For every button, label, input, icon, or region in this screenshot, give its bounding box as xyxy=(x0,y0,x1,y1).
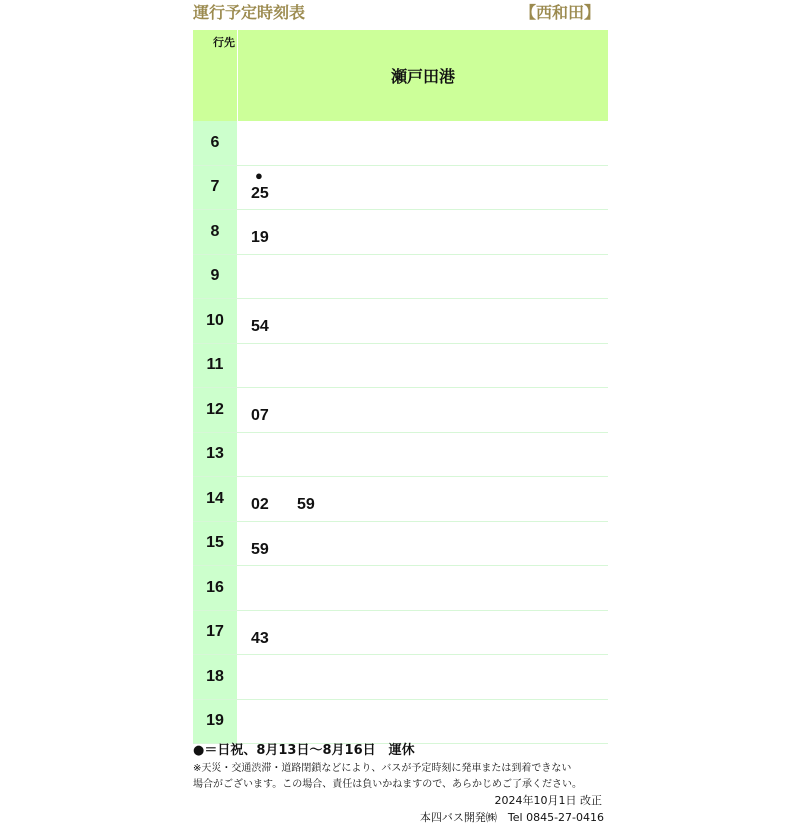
minutes-cell xyxy=(238,121,608,165)
hour-cell: 19 xyxy=(193,700,237,744)
departure-minute xyxy=(251,167,297,203)
hour-cell: 8 xyxy=(193,210,237,254)
table-row xyxy=(193,700,608,745)
table-row xyxy=(193,121,608,166)
hour-cell: 10 xyxy=(193,299,237,343)
hour-cell: 17 xyxy=(193,611,237,655)
minutes-cell xyxy=(238,388,608,432)
notice xyxy=(193,761,608,793)
departure-minute xyxy=(251,630,297,648)
table-row xyxy=(193,566,608,611)
table-row xyxy=(193,477,608,522)
table-row xyxy=(193,255,608,300)
minutes-cell xyxy=(238,433,608,477)
minute-value: 59 xyxy=(251,540,269,558)
table-row xyxy=(193,611,608,656)
minutes-cell xyxy=(238,477,608,521)
hour-cell: 6 xyxy=(193,121,237,165)
departure-minute xyxy=(251,541,297,559)
table-row xyxy=(193,299,608,344)
hour-cell: 13 xyxy=(193,433,237,477)
hour-column-header xyxy=(193,30,237,121)
timetable-head xyxy=(193,30,608,121)
minute-value: 59 xyxy=(297,496,315,513)
revision-date: 2024年10月1日 改正 xyxy=(494,794,602,807)
table-row xyxy=(193,388,608,433)
hour-cell: 14 xyxy=(193,477,237,521)
minutes-cell xyxy=(238,299,608,343)
departure-minute xyxy=(251,229,297,247)
timetable xyxy=(193,30,608,744)
minute-value: 54 xyxy=(251,318,269,335)
minute-value: 07 xyxy=(251,407,269,424)
hour-cell: 7 xyxy=(193,166,237,210)
minutes-cell xyxy=(238,344,608,388)
company-contact: 本四バス開発㈱ Tel 0845-27-0416 xyxy=(419,811,604,824)
table-row xyxy=(193,655,608,700)
departure-minute xyxy=(251,496,297,514)
hour-cell: 9 xyxy=(193,255,237,299)
table-row xyxy=(193,166,608,211)
minute-value: 19 xyxy=(251,229,269,246)
minutes-cell xyxy=(238,611,608,655)
minute-value: 02 xyxy=(251,496,269,513)
station-name: 【西和田】 xyxy=(519,3,600,22)
hour-cell: 18 xyxy=(193,655,237,699)
minutes-cell xyxy=(238,566,608,610)
destination-header: 瀬戸田港 xyxy=(238,30,608,121)
hour-cell: 11 xyxy=(193,344,237,388)
table-row xyxy=(193,433,608,478)
timetable-header xyxy=(193,0,608,22)
notice-line-1: ※天災・交通渋滞・道路閉鎖などにより、バスが予定時刻に発車または到着できない xyxy=(193,763,572,774)
timetable-body xyxy=(193,121,608,744)
hour-cell: 15 xyxy=(193,522,237,566)
minutes-cell xyxy=(238,255,608,299)
footer xyxy=(193,742,608,824)
departure-minute xyxy=(297,496,343,514)
minutes-cell xyxy=(238,700,608,744)
minute-value: 25 xyxy=(251,184,269,202)
minutes-cell xyxy=(238,522,608,566)
departure-minute xyxy=(251,318,297,336)
table-row xyxy=(193,344,608,389)
page-title: 運行予定時刻表 xyxy=(193,3,306,22)
minutes-cell xyxy=(238,166,608,210)
minutes-cell xyxy=(238,210,608,254)
minutes-cell xyxy=(238,655,608,699)
departure-minute xyxy=(251,407,297,425)
table-row xyxy=(193,522,608,567)
table-row xyxy=(193,210,608,255)
hour-cell: 16 xyxy=(193,566,237,610)
notice-line-2: 場合がございます。この場合、責任は負いかねますので、あらかじめご了承ください。 xyxy=(193,779,582,790)
minute-value: 43 xyxy=(251,629,269,647)
destination-label: 行先 xyxy=(213,36,235,49)
hour-cell: 12 xyxy=(193,388,237,432)
legend: ●＝日祝、8月13日〜8月16日 運休 xyxy=(193,743,415,758)
holiday-suspended-mark: ● xyxy=(255,167,263,183)
